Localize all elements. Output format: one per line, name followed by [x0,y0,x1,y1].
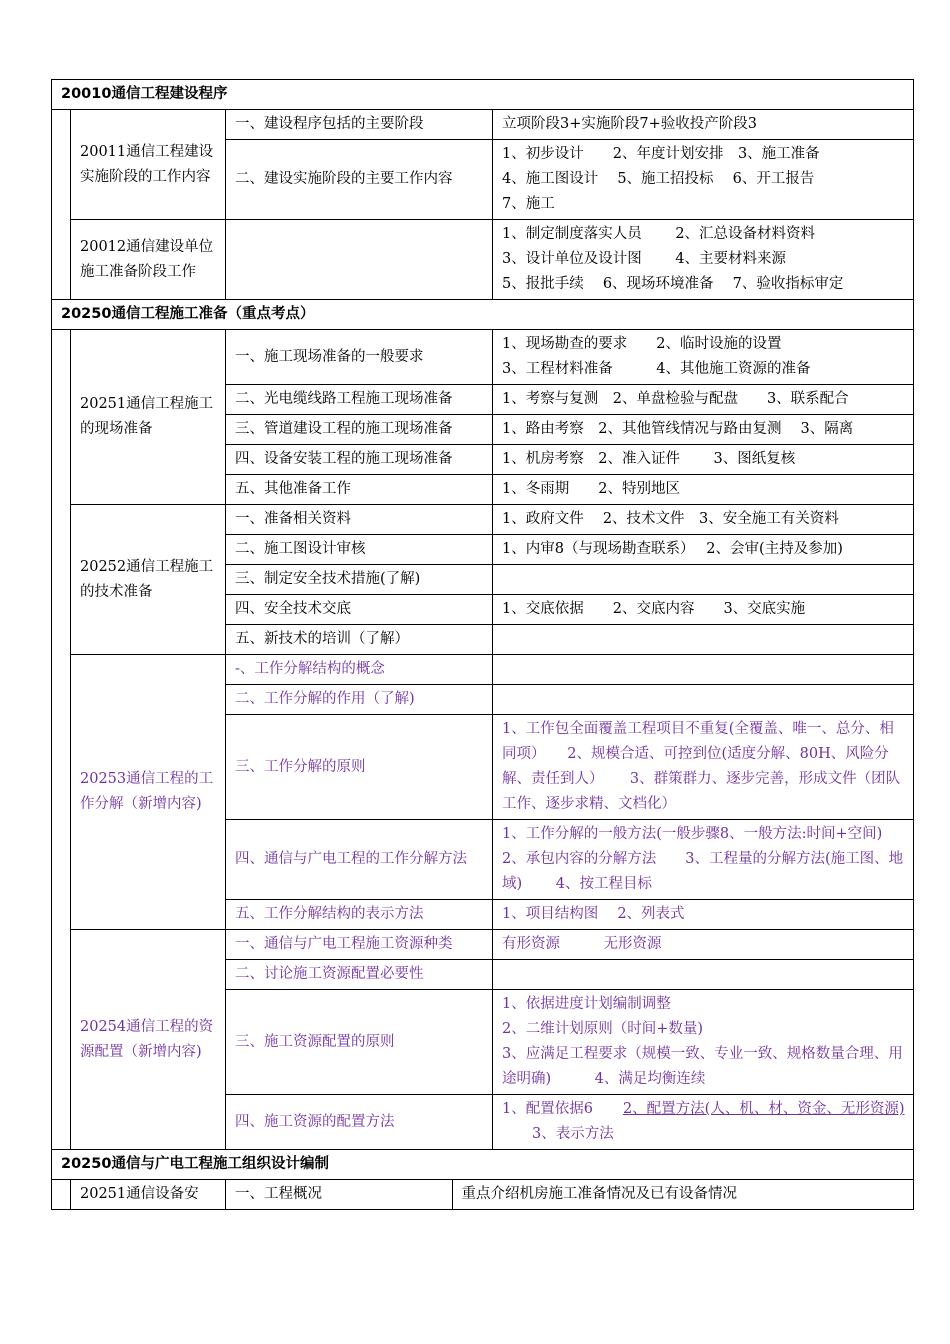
item-content [493,990,914,1095]
subsection-title: 20251通信工程施工的现场准备 [71,330,226,505]
section-title: 20250通信与广电工程施工组织设计编制 [52,1150,914,1180]
item-label: 二、工作分解的作用（了解) [226,685,493,715]
content-line: 3、设计单位及设计图 4、主要材料来源 [502,251,787,267]
section-title: 20250通信工程施工准备（重点考点） [52,300,914,330]
table-row [52,930,914,960]
item-label: 一、建设程序包括的主要阶段 [226,110,493,140]
item-label: 三、制定安全技术措施(了解) [226,565,493,595]
item-label: -、工作分解结构的概念 [226,655,493,685]
table-row [52,505,914,535]
section-header-row [52,80,914,110]
item-content: 1、政府文件 2、技术文件 3、安全施工有关资料 [493,505,914,535]
item-label: 四、施工资源的配置方法 [226,1095,493,1150]
subsection-title: 20012通信建设单位施工准备阶段工作 [71,220,226,300]
table-row [52,110,914,140]
section-title: 20010通信工程建设程序 [52,80,914,110]
item-content: 1、交底依据 2、交底内容 3、交底实施 [493,595,914,625]
subsection-title: 20254通信工程的资源配置（新增内容) [71,930,226,1150]
item-content: 1、冬雨期 2、特别地区 [493,475,914,505]
item-label: 五、其他准备工作 [226,475,493,505]
table-row [52,655,914,685]
item-content: 1、工作分解的一般方法(一般步骤8、一般方法:时间+空间) 2、承包内容的分解方法 3、工程量的分解方法(施工图、地域) 4、按工程目标 [493,820,914,900]
content-line: 1、现场勘查的要求 2、临时设施的设置 [502,336,782,352]
content-line: 2、二维计划原则（时间+数量) [502,1021,704,1037]
section-header-row [52,300,914,330]
section-header-row [52,1150,914,1180]
content-segment-underlined: 2、配置方法(人、机、材、资金、无形资源) [622,1101,905,1117]
item-content [493,330,914,385]
item-label: 五、工作分解结构的表示方法 [226,900,493,930]
content-line: 5、报批手续 6、现场环境准备 7、验收指标审定 [502,276,844,292]
item-label: 二、讨论施工资源配置必要性 [226,960,493,990]
item-label: 四、安全技术交底 [226,595,493,625]
table-row [52,1180,914,1210]
item-label: 五、新技术的培训（了解） [226,625,493,655]
item-content [493,140,914,220]
item-label: 二、施工图设计审核 [226,535,493,565]
content-line: 1、初步设计 2、年度计划安排 3、施工准备 [502,146,820,162]
content-segment: 3、表示方法 [532,1126,614,1142]
item-label: 二、建设实施阶段的主要工作内容 [226,140,493,220]
table-row [52,220,914,300]
content-line: 3、工程材料准备 4、其他施工资源的准备 [502,361,811,377]
item-content: 立项阶段3+实施阶段7+验收投产阶段3 [493,110,914,140]
item-content: 1、工作包全面覆盖工程项目不重复(全覆盖、唯一、总分、相同项） 2、规模合适、可控到位(适度分解、80H、风险分解、责任到人） 3、群策群力、逐步完善，形成文件（团队工作、逐步求精、文档化） [493,715,914,820]
item-content: 1、路由考察 2、其他管线情况与路由复测 3、隔离 [493,415,914,445]
item-content [493,625,914,655]
item-content: 1、考察与复测 2、单盘检验与配盘 3、联系配合 [493,385,914,415]
item-content [493,220,914,300]
item-content [493,960,914,990]
content-line: 1、依据进度计划编制调整 [502,996,671,1012]
item-label: 四、设备安装工程的施工现场准备 [226,445,493,475]
item-label: 三、工作分解的原则 [226,715,493,820]
item-content: 1、机房考察 2、准入证件 3、图纸复核 [493,445,914,475]
item-label: 四、通信与广电工程的工作分解方法 [226,820,493,900]
item-label: 二、光电缆线路工程施工现场准备 [226,385,493,415]
item-label: 三、管道建设工程的施工现场准备 [226,415,493,445]
item-content: 1、项目结构图 2、列表式 [493,900,914,930]
content-line: 1、制定制度落实人员 2、汇总设备材料资料 [502,226,816,242]
item-content: 1、内审8（与现场勘查联系） 2、会审(主持及参加) [493,535,914,565]
table-row [52,330,914,385]
item-content [493,1095,914,1150]
item-label: 一、施工现场准备的一般要求 [226,330,493,385]
item-content: 有形资源 无形资源 [493,930,914,960]
content-line: 3、应满足工程要求（规模一致、专业一致、规格数量合理、用途明确) 4、满足均衡连续 [502,1046,903,1087]
study-outline-table [51,79,914,1210]
content-line: 4、施工图设计 5、施工招投标 6、开工报告 [502,171,815,187]
item-label: 一、准备相关资料 [226,505,493,535]
subsection-title: 20011通信工程建设实施阶段的工作内容 [71,110,226,220]
subsection-title: 20253通信工程的工作分解（新增内容) [71,655,226,930]
item-label: 一、通信与广电工程施工资源种类 [226,930,493,960]
subsection-title: 20252通信工程施工的技术准备 [71,505,226,655]
item-content [493,565,914,595]
item-content [493,685,914,715]
content-line: 7、施工 [502,196,555,212]
item-label: 一、工程概况 [226,1180,452,1209]
item-label [226,220,493,300]
item-content: 重点介绍机房施工准备情况及已有设备情况 [461,1186,737,1202]
item-content [493,655,914,685]
subsection-title: 20251通信设备安 [71,1180,226,1210]
content-segment: 1、配置依据6 [502,1101,593,1117]
item-label: 三、施工资源配置的原则 [226,990,493,1095]
